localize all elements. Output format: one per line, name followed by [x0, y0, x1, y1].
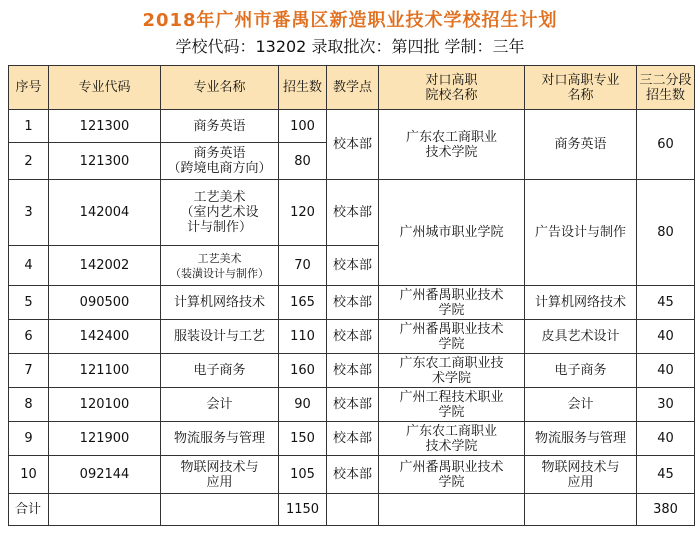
- major-code: 121300: [49, 143, 161, 180]
- teaching-site: 校本部: [327, 286, 379, 320]
- enroll-count: 165: [279, 286, 327, 320]
- partner-college: 广州番禺职业技术 学院: [379, 286, 525, 320]
- empty-cell: [525, 494, 637, 526]
- teaching-site: 校本部: [327, 354, 379, 388]
- major-name: 计算机网络技术: [161, 286, 279, 320]
- row-number: 4: [9, 246, 49, 286]
- header-cell: 教学点: [327, 66, 379, 110]
- enroll-count: 110: [279, 320, 327, 354]
- major-name: 物联网技术与 应用: [161, 456, 279, 494]
- major-code: 090500: [49, 286, 161, 320]
- major-code: 142002: [49, 246, 161, 286]
- row-number: 2: [9, 143, 49, 180]
- partner-college: 广东农工商职业 技术学院: [379, 422, 525, 456]
- major-name: 物流服务与管理: [161, 422, 279, 456]
- enroll-count: 105: [279, 456, 327, 494]
- partner-college: 广东农工商职业 技术学院: [379, 110, 525, 180]
- table-row: [9, 388, 695, 422]
- teaching-site: 校本部: [327, 422, 379, 456]
- enrollment-table: [8, 65, 695, 526]
- segment-count: 60: [637, 110, 695, 180]
- empty-cell: [161, 494, 279, 526]
- empty-cell: [49, 494, 161, 526]
- major-code: 121300: [49, 110, 161, 143]
- teaching-site: 校本部: [327, 180, 379, 246]
- partner-major: 皮具艺术设计: [525, 320, 637, 354]
- enroll-count: 100: [279, 110, 327, 143]
- major-name: 商务英语: [161, 110, 279, 143]
- major-name: 工艺美术 （装潢设计与制作）: [161, 246, 279, 286]
- segment-count: 45: [637, 286, 695, 320]
- total-label: 合计: [9, 494, 49, 526]
- row-number: 7: [9, 354, 49, 388]
- table-row: [9, 456, 695, 494]
- major-name: 服装设计与工艺: [161, 320, 279, 354]
- partner-college: 广州工程技术职业 学院: [379, 388, 525, 422]
- enroll-count: 70: [279, 246, 327, 286]
- row-number: 5: [9, 286, 49, 320]
- total-count: 1150: [279, 494, 327, 526]
- enroll-count: 90: [279, 388, 327, 422]
- major-name: 商务英语 （跨境电商方向）: [161, 143, 279, 180]
- table-row: [9, 320, 695, 354]
- table-row: [9, 354, 695, 388]
- teaching-site: 校本部: [327, 246, 379, 286]
- partner-major: 计算机网络技术: [525, 286, 637, 320]
- enroll-count: 160: [279, 354, 327, 388]
- table-row: [9, 110, 695, 143]
- major-code: 120100: [49, 388, 161, 422]
- major-code: 121100: [49, 354, 161, 388]
- row-number: 10: [9, 456, 49, 494]
- major-name: 会计: [161, 388, 279, 422]
- enroll-count: 80: [279, 143, 327, 180]
- partner-college: 广东农工商职业技 术学院: [379, 354, 525, 388]
- teaching-site: 校本部: [327, 456, 379, 494]
- table-row: [9, 180, 695, 246]
- empty-cell: [379, 494, 525, 526]
- major-name: 工艺美术 （室内艺术设 计与制作）: [161, 180, 279, 246]
- partner-college: 广州番禺职业技术 学院: [379, 456, 525, 494]
- major-code: 092144: [49, 456, 161, 494]
- row-number: 8: [9, 388, 49, 422]
- row-number: 9: [9, 422, 49, 456]
- partner-college: 广州城市职业学院: [379, 180, 525, 286]
- partner-major: 会计: [525, 388, 637, 422]
- page-subtitle: 学校代码：13202 录取批次：第四批 学制：三年: [175, 37, 525, 56]
- page-title: 2018年广州市番禺区新造职业技术学校招生计划: [142, 10, 558, 31]
- partner-major: 物联网技术与 应用: [525, 456, 637, 494]
- empty-cell: [327, 494, 379, 526]
- total-row: [9, 494, 695, 526]
- enroll-count: 120: [279, 180, 327, 246]
- header-cell: 三二分段 招生数: [637, 66, 695, 110]
- row-number: 1: [9, 110, 49, 143]
- partner-major: 广告设计与制作: [525, 180, 637, 286]
- major-code: 142400: [49, 320, 161, 354]
- segment-count: 80: [637, 180, 695, 286]
- segment-count: 30: [637, 388, 695, 422]
- enroll-count: 150: [279, 422, 327, 456]
- segment-count: 45: [637, 456, 695, 494]
- table-row: [9, 286, 695, 320]
- partner-major: 物流服务与管理: [525, 422, 637, 456]
- partner-major: 商务英语: [525, 110, 637, 180]
- row-number: 6: [9, 320, 49, 354]
- segment-count: 40: [637, 320, 695, 354]
- partner-major: 电子商务: [525, 354, 637, 388]
- row-number: 3: [9, 180, 49, 246]
- table-row: [9, 422, 695, 456]
- segment-count: 40: [637, 354, 695, 388]
- segment-count: 40: [637, 422, 695, 456]
- table-header-row: [9, 66, 695, 110]
- teaching-site: 校本部: [327, 110, 379, 180]
- teaching-site: 校本部: [327, 320, 379, 354]
- major-code: 142004: [49, 180, 161, 246]
- header-cell: 对口高职专业 名称: [525, 66, 637, 110]
- partner-college: 广州番禺职业技术 学院: [379, 320, 525, 354]
- total-segment-count: 380: [637, 494, 695, 526]
- header-cell: 序号: [9, 66, 49, 110]
- header-cell: 专业名称: [161, 66, 279, 110]
- header-cell: 招生数: [279, 66, 327, 110]
- header-cell: 对口高职 院校名称: [379, 66, 525, 110]
- header-cell: 专业代码: [49, 66, 161, 110]
- major-code: 121900: [49, 422, 161, 456]
- teaching-site: 校本部: [327, 388, 379, 422]
- major-name: 电子商务: [161, 354, 279, 388]
